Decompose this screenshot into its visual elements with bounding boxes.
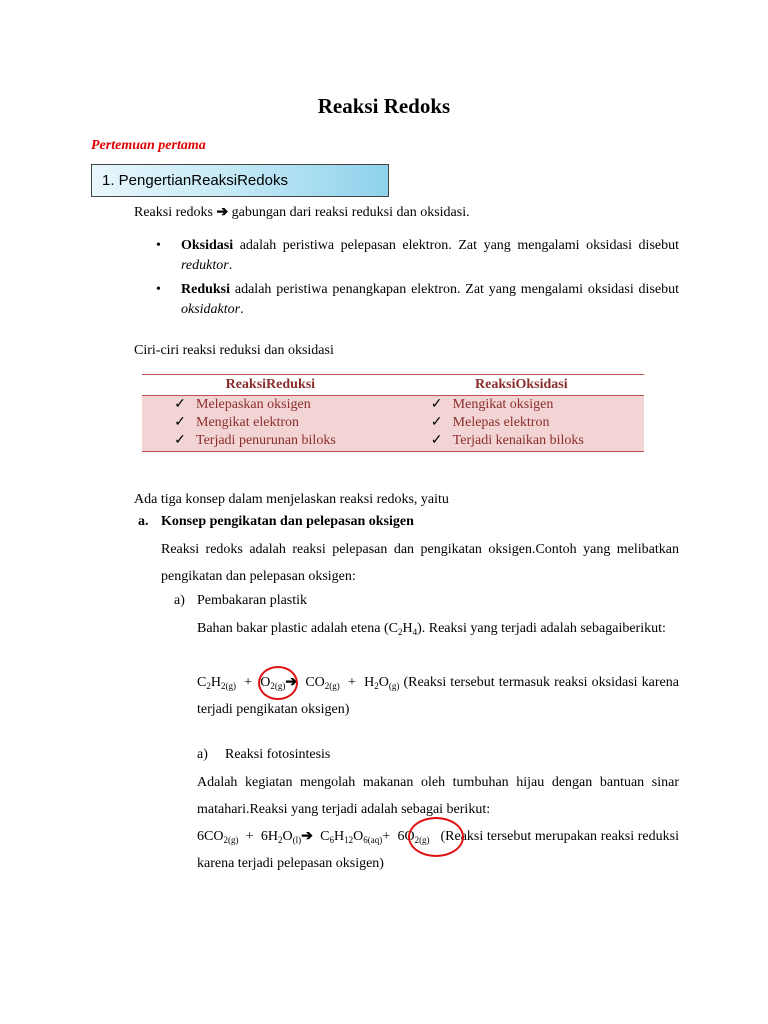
konsep-intro: Ada tiga konsep dalam menjelaskan reaksi redoks, yaitu (134, 492, 449, 507)
table-cell (399, 396, 644, 415)
cell-text: Terjadi kenaikan biloks (452, 433, 584, 448)
cell-text: Mengikat oksigen (452, 397, 554, 412)
oksidasi-end: . (228, 258, 233, 273)
sub2-text: Adalah kegiatan mengolah makanan oleh tumbuhan hijau dengan bantuan sinar matahari.Reaksi yang terjadi adalah sebagai berikut: (197, 775, 679, 817)
cell-text: Mengikat elektron (196, 415, 300, 430)
sub1-text (197, 615, 679, 642)
konsep-a-heading (138, 511, 414, 533)
konsep-a-text: Reaksi redoks adalah reaksi pelepasan dan pengikatan oksigen.Contoh yang melibatkan pengikatan dan pelepasan oksigen: (161, 542, 679, 584)
arrow-icon: ➔ (216, 205, 229, 220)
table-cell (399, 432, 644, 452)
o2-highlight-circle (258, 666, 298, 700)
section-heading: 1. PengertianReaksiRedoks (102, 172, 288, 189)
table-header-oksidasi: ReaksiOksidasi (399, 375, 644, 396)
sub1-text-post: ). Reaksi yang terjadi adalah sebagaiberikut: (417, 621, 666, 636)
table-header-reduksi: ReaksiReduksi (142, 375, 399, 396)
bullet-icon: • (156, 238, 161, 253)
table-cell (142, 432, 399, 452)
table-row (142, 432, 644, 452)
sub1-heading (174, 590, 308, 612)
oksidasi-text: adalah peristiwa pelepasan elektron. Zat yang mengalami oksidasi disebut (239, 238, 680, 253)
table-row (142, 396, 644, 415)
table-cell (142, 396, 399, 415)
konsep-a-title: Konsep pengikatan dan pelepasan oksigen (161, 514, 414, 529)
intro-post: gabungan dari reaksi reduksi dan oksidasi. (231, 205, 470, 220)
reduksi-italic: oksidaktor (181, 302, 241, 317)
check-icon: ✓ (430, 397, 443, 412)
sub1-text-pre: Bahan bakar plastic adalah etena (C (197, 621, 398, 636)
definition-reduksi (134, 280, 679, 320)
check-icon: ✓ (174, 397, 186, 412)
meeting-label: Pertemuan pertama (91, 138, 206, 153)
table-cell (399, 414, 644, 432)
konsep-a-marker: a. (138, 514, 149, 529)
cell-text: Melepaskan oksigen (196, 397, 311, 412)
reaction-oksidasi: $C_2H_{2(g)}$ + $O_{2(g)}➔$ $CO_{2(g)} + H_2O_{(g)}$ (Reaksi tersebut termasuk reaksi oksidasi karena terjadi pengikatan oksigen) (197, 675, 679, 717)
reduksi-text: adalah peristiwa penangkapan elektron. Zat yang mengalami oksidasi disebut (234, 282, 680, 297)
ciri-heading: Ciri-ciri reaksi reduksi dan oksidasi (134, 343, 334, 358)
check-icon: ✓ (430, 433, 443, 448)
comparison-table (142, 374, 644, 452)
reaction-reduksi: $6CO_{2(g)}$ + $6H_2O_{(l)}➔$ $C_6H_{12}O_{6(aq)}+ 6O_{2(g)}$ (Reaksi tersebut merupakan reaksi reduksi karena terjadi pelepasan oksigen) (197, 829, 679, 871)
cell-text: Terjadi penurunan biloks (196, 433, 336, 448)
check-icon: ✓ (174, 433, 186, 448)
section-heading-box (91, 164, 389, 197)
sub1-title: Pembakaran plastik (197, 593, 308, 608)
bullet-icon: • (156, 282, 161, 297)
reduksi-term: Reduksi (181, 282, 231, 297)
check-icon: ✓ (174, 415, 186, 430)
page-title: Reaksi Redoks (317, 94, 451, 118)
oksidasi-italic: reduktor (181, 258, 229, 273)
cell-text: Melepas elektron (452, 415, 550, 430)
o2-highlight-circle (408, 817, 464, 857)
sub1-text-sub: 4 (412, 627, 418, 637)
sub2-heading (197, 744, 331, 766)
sub2-marker: a) (197, 747, 208, 762)
reaction-oksidasi-note: (Reaksi tersebut termasuk reaksi oksidasi karena terjadi pengikatan oksigen) (197, 675, 679, 717)
sub1-text-mid: H (402, 621, 413, 636)
definition-oksidasi (134, 236, 679, 276)
table-row (142, 414, 644, 432)
oksidasi-term: Oksidasi (181, 238, 234, 253)
reduksi-end: . (240, 302, 244, 317)
definition-list (134, 236, 679, 324)
sub2-title: Reaksi fotosintesis (225, 747, 331, 762)
intro-pre: Reaksi redoks (134, 205, 213, 220)
sub1-marker: a) (174, 593, 185, 608)
intro-line (134, 202, 679, 224)
table-cell (142, 414, 399, 432)
reaction-reduksi-note: (Reaksi tersebut merupakan reaksi reduksi karena terjadi pelepasan oksigen) (197, 829, 679, 871)
check-icon: ✓ (430, 415, 443, 430)
sub1-text-sub: 2 (397, 627, 403, 637)
